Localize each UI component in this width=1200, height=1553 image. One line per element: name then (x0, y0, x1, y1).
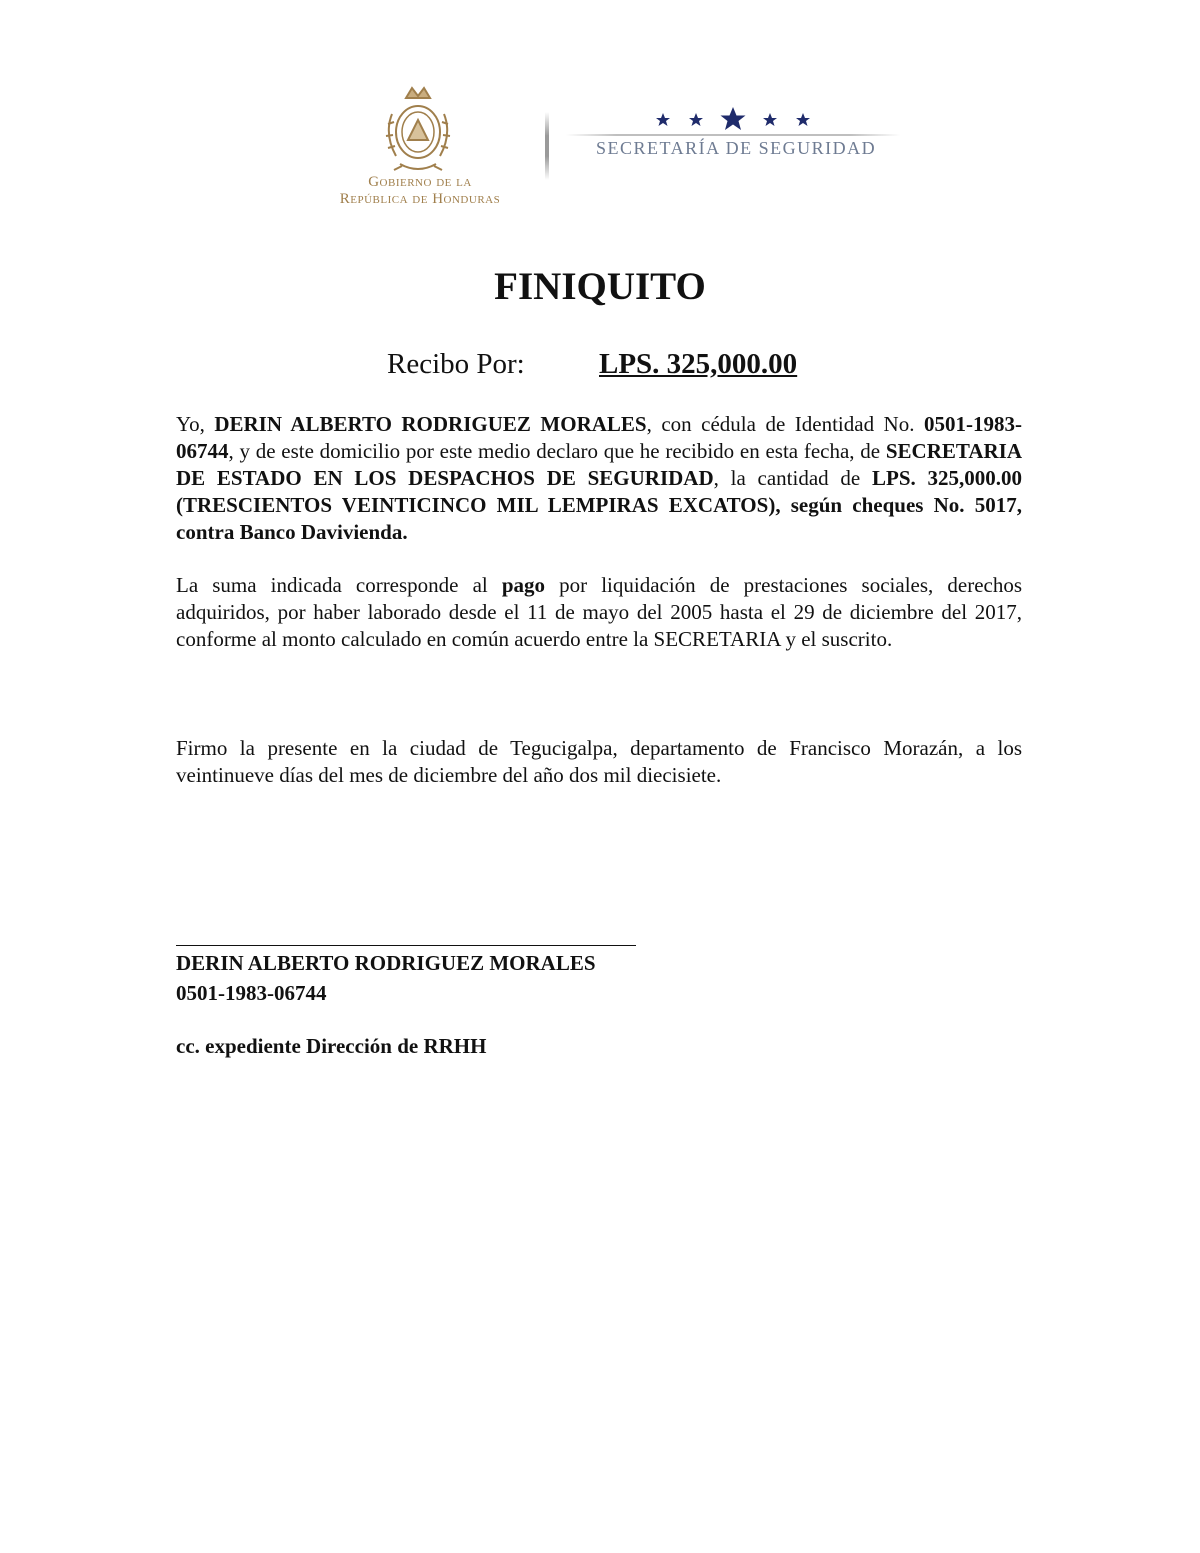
five-stars-icon (648, 106, 818, 136)
receipt-line (387, 344, 797, 384)
letterhead (310, 80, 910, 215)
recipient-name: DERIN ALBERTO RODRIGUEZ MORALES (214, 412, 647, 436)
star-icon (689, 113, 703, 126)
payment-word: pago (501, 573, 546, 597)
text-segment: , con cédula de Identidad No. (646, 412, 924, 436)
government-name (310, 174, 530, 208)
receipt-label: Recibo Por: (387, 348, 525, 380)
signing-paragraph: Firmo la presente en la ciudad de Tegucigalpa, departamento de Francisco Morazán, a los veintinueve días del mes de diciembre del año dos mil diecisiete. (176, 736, 1022, 787)
text-segment: , y de este domicilio por este medio declaro que he recibido en esta fecha, de (228, 439, 886, 463)
receipt-amount: LPS. 325,000.00 (599, 348, 798, 380)
signer-name: DERIN ALBERTO RODRIGUEZ MORALES (176, 951, 596, 975)
recipient-id: 0501-1983-06744 (176, 412, 1022, 463)
declaration-paragraph (176, 411, 1022, 546)
header-rule (566, 134, 900, 136)
star-icon (796, 113, 810, 126)
coat-of-arms-icon (378, 84, 458, 172)
government-line-1: Gobierno de la (368, 174, 472, 190)
payer-name: SECRETARIA DE ESTADO EN LOS DESPACHOS DE SEGURIDAD (176, 439, 1022, 490)
text-segment: por liquidación de prestaciones sociales, derechos adquiridos, por haber laborado desde el 11 de mayo del 2005 hasta el 29 de diciembre del 2017, conforme al monto calculado en común acuerdo entre la SECRETARIA y el suscrito. (176, 573, 1023, 651)
text-segment: , la cantidad de (713, 466, 872, 490)
amount-detail: LPS. 325,000.00 (TRESCIENTOS VEINTICINCO MIL LEMPIRAS EXCATOS), según cheques No. 5017, contra Banco Davivienda. (176, 466, 1022, 544)
government-line-2: República de Honduras (339, 191, 501, 207)
star-icon (763, 113, 777, 126)
header-divider (545, 112, 549, 180)
payment-reason-paragraph (176, 572, 1022, 653)
carbon-copy-note: cc. expediente Dirección de RRHH (176, 1034, 487, 1058)
signature-line (176, 945, 636, 946)
star-icon (721, 107, 746, 130)
text-segment: La suma indicada corresponde al (176, 573, 502, 597)
ministry-name: SECRETARÍA DE SEGURIDAD (596, 138, 877, 158)
signer-id: 0501-1983-06744 (176, 981, 327, 1005)
document-title: FINIQUITO (494, 265, 706, 308)
text-segment: Yo, (176, 412, 215, 436)
star-icon (656, 113, 670, 126)
